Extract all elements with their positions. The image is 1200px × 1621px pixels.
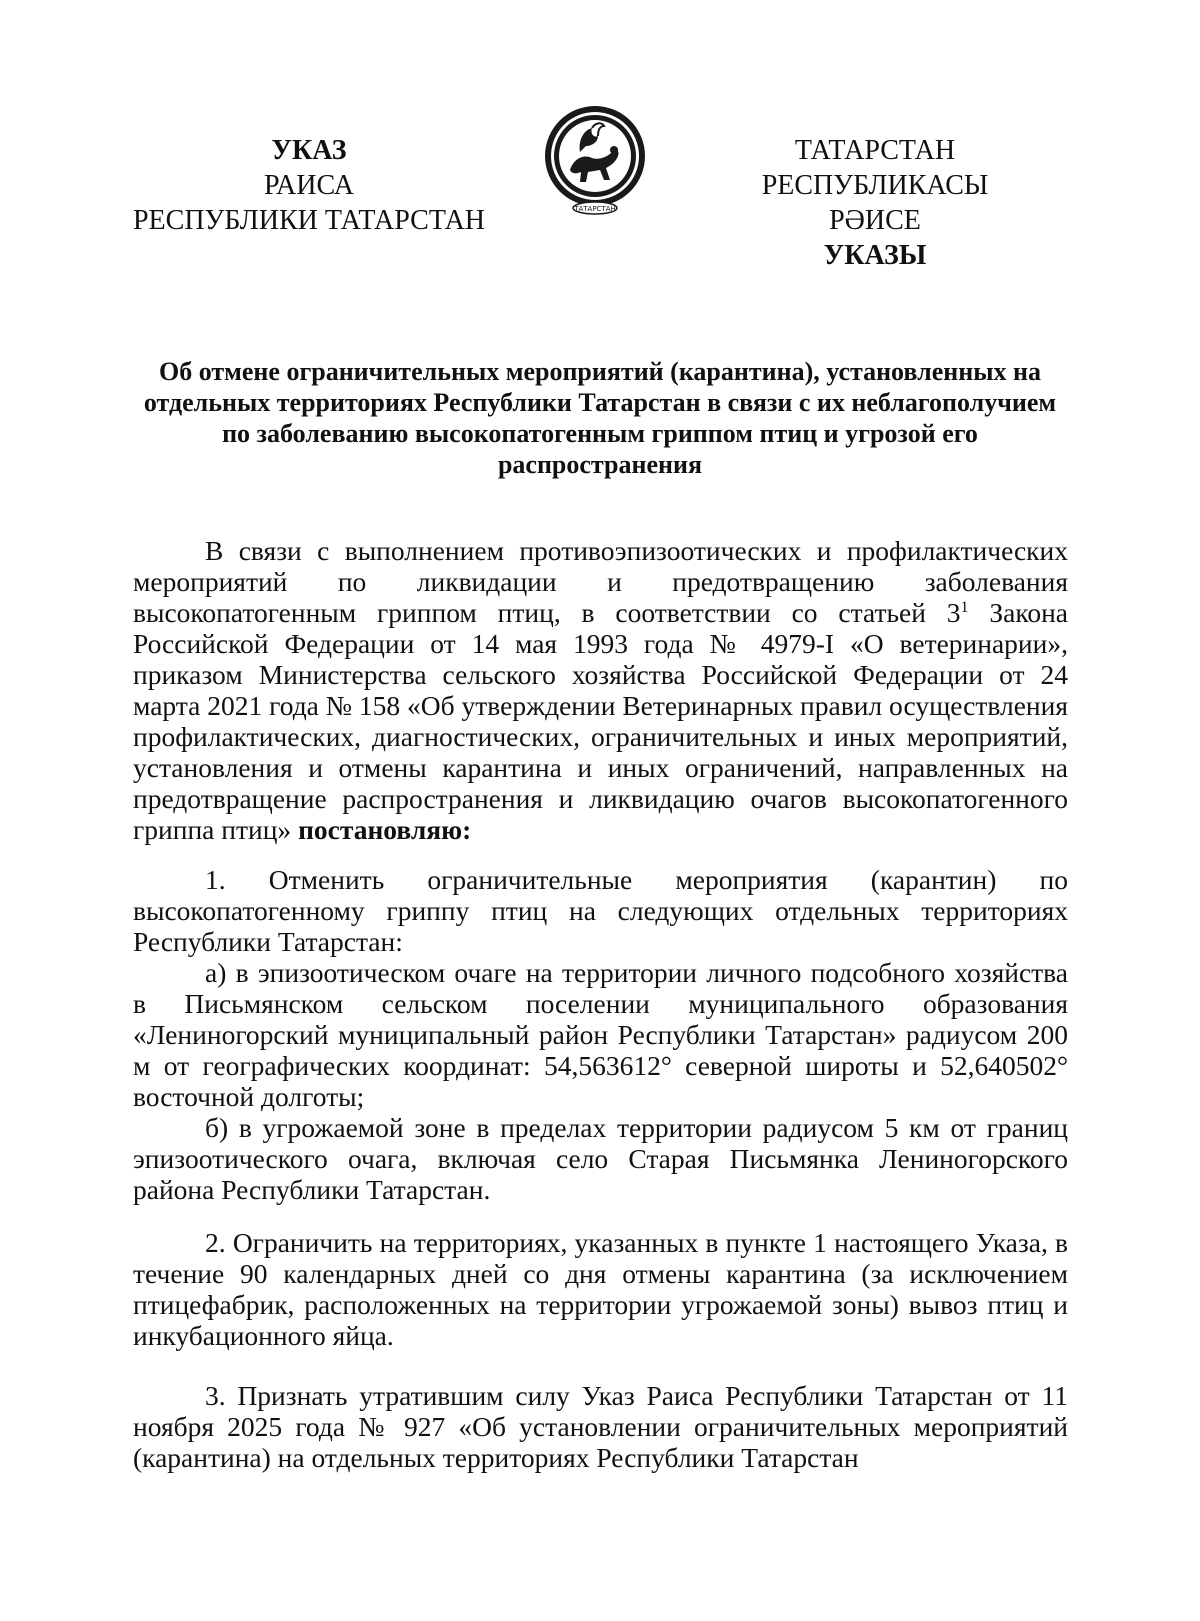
- article-superscript: 1: [960, 598, 969, 616]
- decree-label-tatar: УКАЗЫ: [823, 240, 927, 271]
- preamble-text-1: В связи с выполнением противоэпизоотических и профилактических мероприятий по ликвидации и предотвращению заболевания высокопатогенным гриппом птиц, в соответствии со статьей 3: [133, 535, 1068, 628]
- preamble-text-2: Закона Российской Федерации от 14 мая 1993 года № 4979-I «О ветеринарии», приказом Министерства сельского хозяйства Российской Федерации от 24 марта 2021 года № 158 «Об утверждении Ветеринарных правил осуществления профилактических, диагностических, ограничительных и иных мероприятий, установления и отмены карантина и иных ограничений, направленных на предотвращение распространения и ликвидацию очагов высокопатогенного гриппа птиц»: [133, 597, 1068, 845]
- republic-label: РЕСПУБЛИКИ ТАТАРСТАН: [132, 205, 486, 236]
- document-title: Об отмене ограничительных мероприятий (карантина), установленных на отдельных территориях Республики Татарстан в связи с их неблагополучием по заболеванию высокопатогенным гриппом птиц и угрозой его распространения: [143, 357, 1057, 479]
- tatarstan-emblem-icon: [540, 100, 650, 218]
- rais-label-tatar: РӘИСЕ: [829, 205, 921, 236]
- header-left: [120, 133, 498, 238]
- preamble-resolve: постановляю:: [298, 814, 472, 845]
- item-3-text: 3. Признать утратившим силу Указ Раиса Республики Татарстан от 11 ноября 2025 года № 927 «Об установлении ограничительных мероприятий (карантина) на отдельных территориях Республики Татарстан: [133, 1380, 1068, 1473]
- decree-label: УКАЗ: [271, 135, 347, 166]
- preamble: [133, 535, 1068, 845]
- item-1-sub-b: б) в угрожаемой зоне в пределах территории радиусом 5 км от границ эпизоотического очага, включая село Старая Письмянка Лениногорского района Республики Татарстан.: [133, 1112, 1068, 1205]
- item-2-text: 2. Ограничить на территориях, указанных в пункте 1 настоящего Указа, в течение 90 календарных дней со дня отмены карантина (за исключением птицефабрик, расположенных на территории угрожаемой зоны) вывоз птиц и инкубационного яйца.: [133, 1227, 1068, 1351]
- item-1: [133, 864, 1068, 1205]
- republic-label-tatar: ТАТАРСТАН РЕСПУБЛИКАСЫ: [761, 135, 989, 201]
- item-1-sub-a: а) в эпизоотическом очаге на территории личного подсобного хозяйства в Письмянском сельском поселении муниципального образования «Лениногорский муниципальный район Республики Татарстан» радиусом 200 м от географических координат: 54,563612° северной широты и 52,640502° восточной долготы;: [133, 957, 1068, 1112]
- rais-label: РАИСА: [264, 170, 354, 201]
- item-2: [133, 1227, 1068, 1351]
- item-3: [133, 1380, 1068, 1473]
- item-1-text: 1. Отменить ограничительные мероприятия (карантин) по высокопатогенному гриппу птиц на следующих отдельных территориях Республики Татарстан:: [133, 864, 1068, 957]
- header-right: [680, 133, 1070, 273]
- emblem-caption: ТАТАРСТАН: [574, 205, 616, 213]
